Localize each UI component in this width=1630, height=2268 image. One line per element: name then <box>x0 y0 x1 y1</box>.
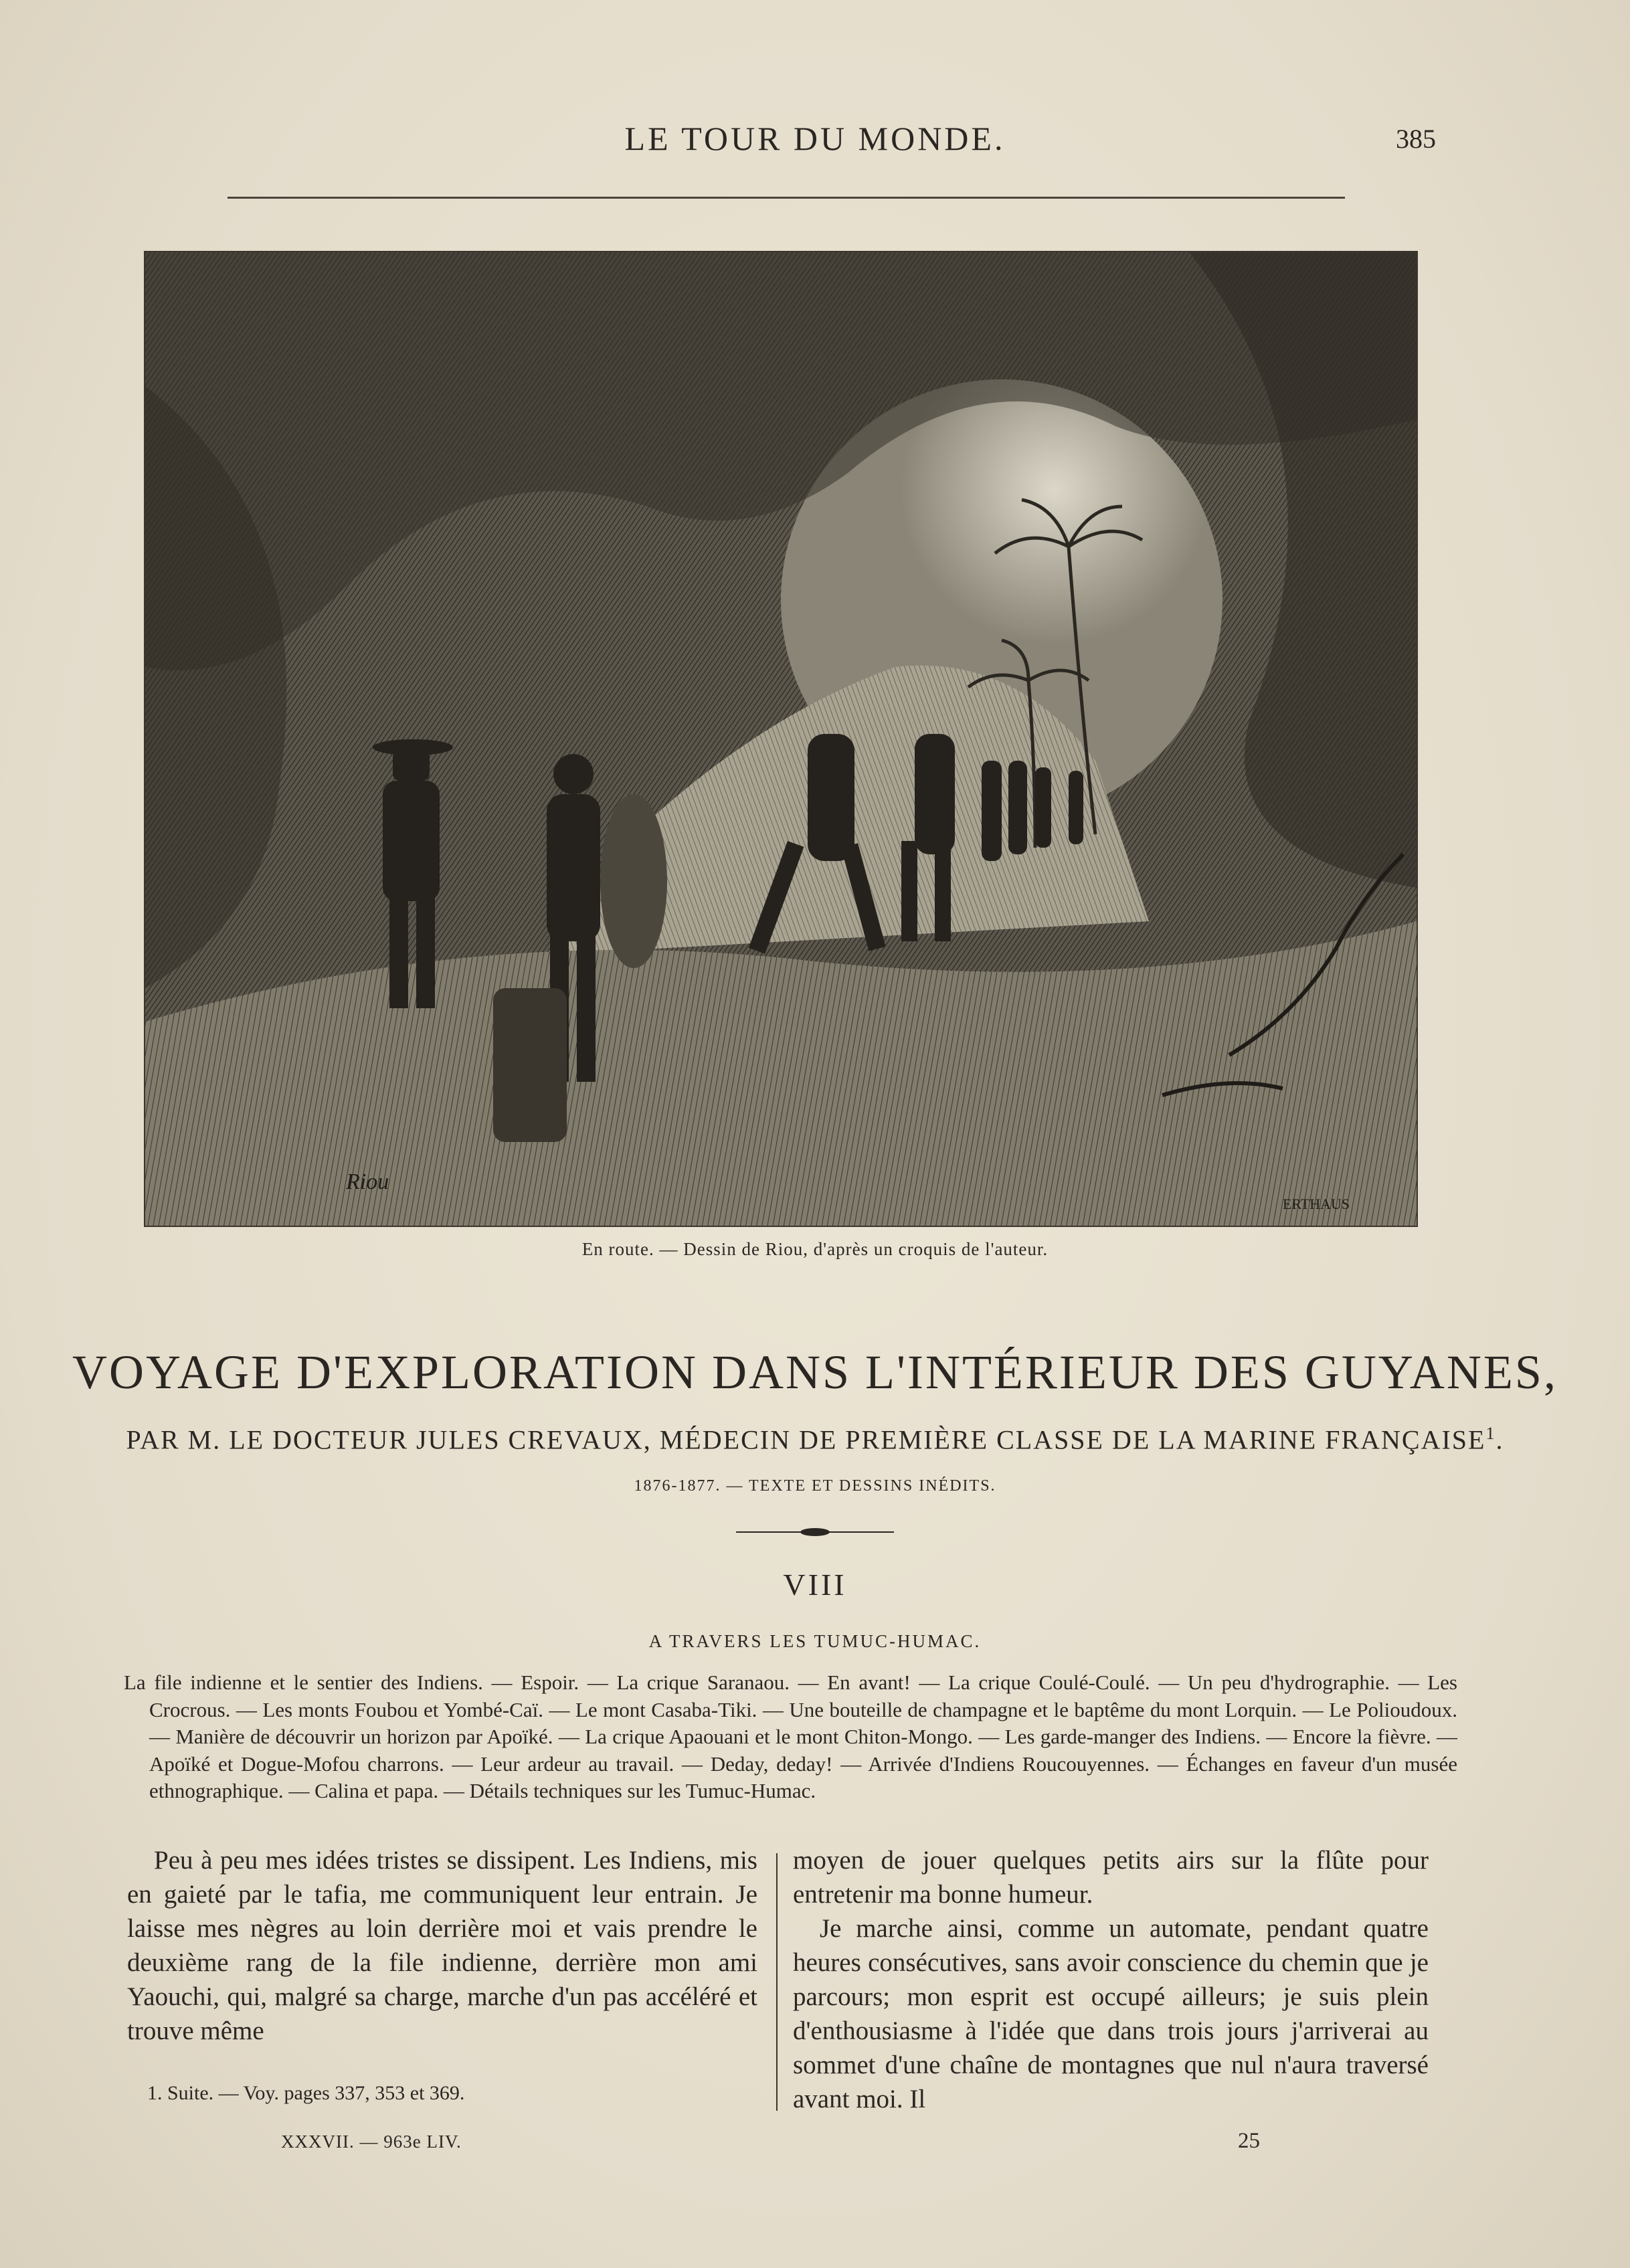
article-title: VOYAGE D'EXPLORATION DANS L'INTÉRIEUR DES GUYANES, <box>72 1345 1558 1399</box>
sheet-signature: 25 <box>1238 2129 1260 2153</box>
chapter-summary: La file indienne et le sentier des Indiens. — Espoir. — La crique Saranaou. — En avant! — La crique Coulé-Coulé. — Un peu d'hydrographie. — Les Crocrous. — Les monts Foubou et Yombé-Caï. — Le mont Casaba-Tiki. — Une bouteille de champagne et le baptême du mont Lorquin. — Le Polioudoux. — Manière de découvrir un horizon par Apoïké. — La crique Apaouani et le mont Chiton-Mongo. — Les garde-manger des Indiens. — Encore la fièvre. — Apoïké et Dogue-Mofou charrons. — Leur ardeur au travail. — Deday, deday! — Arrivée d'Indiens Roucouyennes. — Échanges en faveur d'un musée ethnographique. — Calina et papa. — Détails techniques sur les Tumuc-Humac. <box>124 1671 1457 1802</box>
article-byline: PAR M. LE DOCTEUR JULES CREVAUX, MÉDECIN DE PREMIÈRE CLASSE DE LA MARINE FRANÇAISE$^1$. <box>126 1424 1504 1455</box>
byline-text: PAR M. LE DOCTEUR JULES CREVAUX, MÉDECIN DE PREMIÈRE CLASSE DE LA MARINE FRANÇAISE <box>126 1424 1486 1455</box>
article-dates: 1876-1877. — TEXTE ET DESSINS INÉDITS. <box>634 1477 996 1495</box>
left-column-paragraph: Peu à peu mes idées tristes se dissipent. Les Indiens, mis en gaieté par le tafia, me communiquent leur entrain. Je laisse mes nègres au loin derrière moi et vais prendre le deuxième rang de la file indienne, derrière mon ami Yaouchi, qui, malgré sa charge, marche d'un pas accéléré et trouve même <box>127 1846 757 2045</box>
column-rule <box>776 1853 778 2111</box>
illustration-caption: En route. — Dessin de Riou, d'après un croquis de l'auteur. <box>581 1239 1049 1259</box>
engraver-signature: ERTHAUS <box>1283 1196 1350 1212</box>
byline-note-mark: 1 <box>1485 1424 1496 1443</box>
volume-signature: XXXVII. — 963e LIV. <box>281 2132 462 2152</box>
page-number: 385 <box>1396 124 1436 154</box>
engraving-illustration <box>144 251 1418 1227</box>
right-column <box>793 1843 1429 2116</box>
right-column-paragraph-2: Je marche ainsi, comme un automate, pendant quatre heures consécutives, sans avoir conscience du chemin que je parcours; mon esprit est occupé ailleurs; je suis plein d'enthousiasme à l'idée que dans trois jours j'arriverai au sommet d'une chaîne de montagnes que nul n'aura traversé avant moi. Il <box>793 1914 1429 2113</box>
footnote-mark: 1 <box>147 2082 157 2104</box>
footnote: 1. Suite. — Voy. pages 337, 353 et 369. <box>147 2082 465 2104</box>
ornament-divider <box>736 1524 894 1540</box>
right-column-paragraph-1: moyen de jouer quelques petits airs sur la flûte pour entretenir ma bonne humeur. <box>793 1846 1429 1909</box>
left-column <box>127 1843 757 2048</box>
running-title: LE TOUR DU MONDE. <box>624 120 1006 157</box>
header-rule <box>228 197 1345 199</box>
chapter-title: A TRAVERS LES TUMUC-HUMAC. <box>648 1631 982 1651</box>
footnote-text: Suite. — Voy. pages 337, 353 et 369. <box>167 2082 465 2104</box>
chapter-number: VIII <box>783 1568 847 1602</box>
artist-signature: Riou <box>346 1169 389 1194</box>
